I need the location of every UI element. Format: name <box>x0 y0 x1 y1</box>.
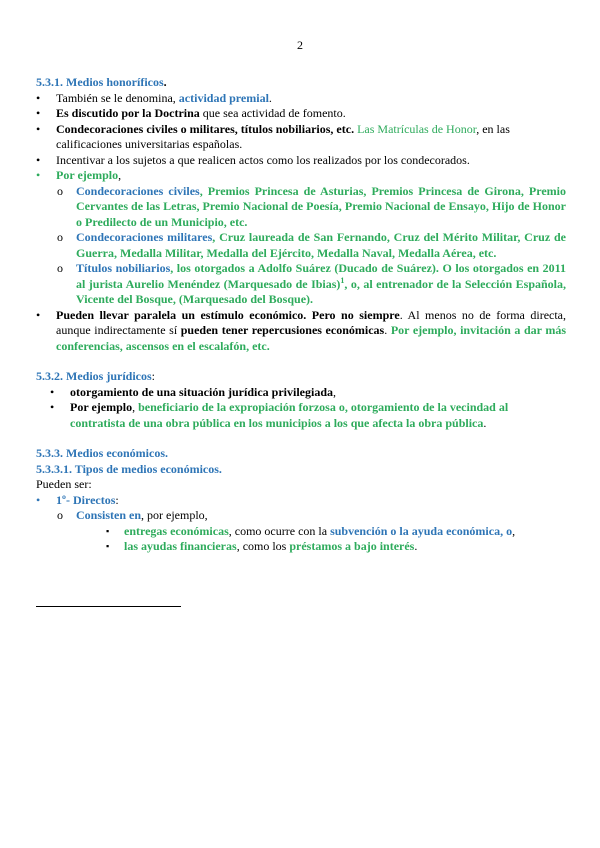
section-heading-5-3-3: 5.3.3. Medios económicos. <box>36 446 168 460</box>
list-item: • Es discutido por la Doctrina que sea actividad de fomento. <box>36 106 346 120</box>
bullet-icon: • <box>36 121 41 136</box>
list-item: • Por ejemplo, beneficiario de la expropiación forzosa o, otorgamiento de la vecindad al contratista de una obra pública en los municipios a los que afecta la obra pública. <box>50 400 509 430</box>
list-5-3-3 <box>36 493 566 555</box>
list-item: • 1º- Directos: o Consisten en, por ejemplo, ▪ entregas económicas, como ocurre con la subvención o la ayuda económica, o, ▪ las ayudas financieras, como los préstamos a bajo interés. <box>36 493 566 555</box>
list-item: • Condecoraciones civiles o militares, títulos nobiliarios, etc. Las Matrículas de Honor, en las calificaciones universitarias españolas. <box>36 121 510 151</box>
list-item: o Condecoraciones militares, Cruz laureada de San Fernando, Cruz del Mérito Militar, Cruz de Guerra, Medalla Militar, Medalla del Ejército, Medalla Naval, Medalla Aérea, etc. <box>57 230 566 260</box>
bullet-icon: • <box>36 307 41 322</box>
intro-text: Pueden ser: <box>36 477 92 491</box>
circle-bullet-icon: o <box>57 230 63 244</box>
list-item: • Por ejemplo, o Condecoraciones civiles, Premios Princesa de Asturias, Premios Princesa de Girona, Premio Cervantes de las Letras, Premio Nacional de Poesía, Premio Nacional de Ensayo, Hijo de Honor o Predilecto de un Municipio, etc. o Condecoraciones militares, Cruz laureada de San Fernando, Cruz del Mérito Militar, Cruz de Guerra, Medalla Militar, Medalla del Ejército, Medalla Naval, Medalla Aérea, etc. o Títulos nobiliarios, los otorgados a Adolfo Suárez (Ducado de Suárez). O los otorgados en 2011 al jurista Aurelio Menéndez (Marquesado de Ibias)$^1$, o, al entrenador de la Selección Española, Vicente del Bosque, (Marquesado del Bosque). <box>36 168 566 306</box>
circle-bullet-icon: o <box>57 508 63 522</box>
sublist-examples <box>36 184 566 308</box>
bullet-icon: • <box>50 400 55 414</box>
list-item: o Consisten en, por ejemplo, ▪ entregas económicas, como ocurre con la subvención o la ayuda económica, o, ▪ las ayudas financieras, como los préstamos a bajo interés. <box>36 508 566 555</box>
bullet-icon: • <box>36 152 41 167</box>
page-number: 2 <box>297 38 303 52</box>
bullet-icon: • <box>36 492 41 507</box>
square-bullet-icon: ▪ <box>106 525 110 536</box>
circle-bullet-icon: o <box>57 261 63 275</box>
list-item: ▪ las ayudas financieras, como los préstamos a bajo interés. <box>106 539 418 553</box>
list-item: ▪ entregas económicas, como ocurre con la subvención o la ayuda económica, o, <box>106 523 516 538</box>
footnote-ref: 1 <box>340 275 345 285</box>
bullet-icon: • <box>50 384 55 399</box>
list-5-3-1 <box>36 91 566 355</box>
sublist-directos <box>36 508 566 555</box>
list-item: • Incentivar a los sujetos a que realicen actos como los realizados por los condecorados. <box>36 152 470 167</box>
square-bullet-icon: ▪ <box>106 541 110 551</box>
section-heading-5-3-2: 5.3.2. Medios jurídicos: <box>36 369 156 383</box>
list-item: o Condecoraciones civiles, Premios Princesa de Asturias, Premios Princesa de Girona, Premio Cervantes de las Letras, Premio Nacional de Poesía, Premio Nacional de Ensayo, Hijo de Honor o Predilecto de un Municipio, etc. <box>57 183 566 229</box>
circle-bullet-icon: o <box>57 183 63 198</box>
list-item: • Pueden llevar paralela un estímulo económico. Pero no siempre. Al menos no de forma directa, aunque indirectamente sí pueden tener repercusiones económicas. Por ejemplo, invitación a dar más conferencias, ascensos en el escalafón, etc. <box>36 307 567 353</box>
bullet-icon: • <box>36 90 41 105</box>
list-item: o Títulos nobiliarios, los otorgados a Adolfo Suárez (Ducado de Suárez). O los otorgados en 2011 al jurista Aurelio Menéndez (Marquesado de Ibias)$^1$, o, al entrenador de la Selección Española, Vicente del Bosque, (Marquesado del Bosque). <box>57 261 566 306</box>
subsection-heading-5-3-3-1: 5.3.3.1. Tipos de medios económicos. <box>36 461 222 476</box>
list-item: • También se le denomina, actividad premial. <box>36 90 272 105</box>
section-heading-5-3-1: 5.3.1. Medios honoríficos. <box>36 75 167 89</box>
sublist-consisten <box>36 524 566 555</box>
bullet-icon: • <box>36 168 41 182</box>
list-item: • otorgamiento de una situación jurídica privilegiada, <box>50 384 337 399</box>
document-body <box>36 75 566 555</box>
list-5-3-2 <box>50 385 566 432</box>
bullet-icon: • <box>36 106 41 120</box>
footnote-separator <box>36 606 181 607</box>
